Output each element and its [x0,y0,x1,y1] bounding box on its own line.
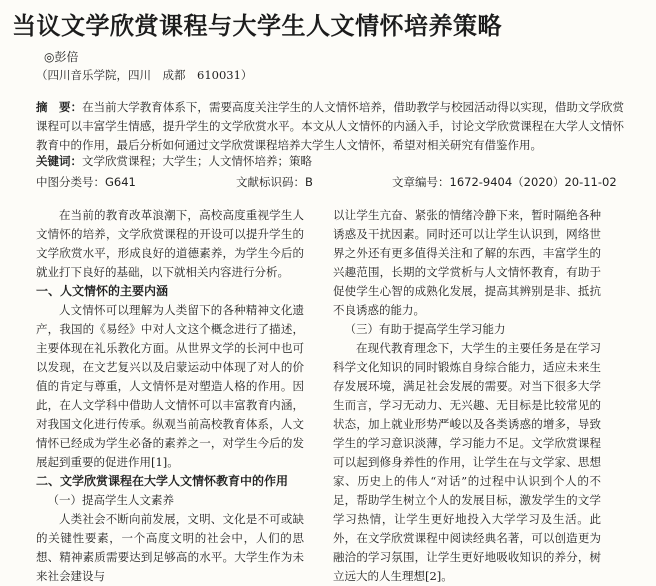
article-number: 文章编号：1672-9404（2020）20-11-02 [392,175,617,189]
affiliation: （四川音乐学院，四川 成都 610031） [36,68,253,82]
keywords [36,153,312,169]
keywords-label: 关键词： [36,154,82,168]
subsection-heading: （一）提高学生人文素养 [47,493,174,507]
abstract-label: 摘 要： [36,100,83,114]
paragraph: 人文情怀可以理解为人类留下的各种精神文化遗产，我国的《易经》中对人文这个概念进行了描述，主要体现在礼乐教化方面。从世界文学的长河中也可以发现，在文艺复兴以及启蒙运动中体现了对人的价值的肯定与尊重，人文情怀是对塑造人格的作用。因此，在人文学科中借助人文情怀可以丰富教育内涵，对我国文化进行传承。纵观当前高校教育体系，人文情怀已经成为学生必备的素养之一，对学生今后的发展起到重要的促进作用[1]。 [36,303,304,469]
subsection-heading: （三）有助于提高学生学习能力 [344,322,506,336]
paragraph: 在当前的教育改革浪潮下，高校高度重视学生人文情怀的培养，文学欣赏课程的开设可以提升学生的文学欣赏水平，形成良好的道德素养，为学生今后的就业打下良好的基础，以下就相关内容进行分析。 [36,208,304,279]
author: ◎彭倍 [44,50,79,64]
left-column [36,206,304,586]
paragraph: 以让学生亢奋、紧张的情绪冷静下来，暂时隔绝各种诱惑及干扰因素。同时还可以让学生认识到，网络世界之外还有更多值得关注和了解的东西，丰富学生的兴趣范围，长期的文学赏析与人文情怀教育，有助于促使学生心智的成熟化发展，提高其辨别是非、抵抗不良诱惑的能力。 [333,208,601,317]
article-title: 当议文学欣赏课程与大学生人文情怀培养策略 [12,12,502,40]
right-column [333,206,601,586]
document-code: 文献标识码：B [236,175,313,189]
paragraph: 人类社会不断向前发展，文明、文化是不可或缺的关键性要素，一个高度文明的社会中，人们的思想、精神素质需要达到足够高的水平。大学生作为未来社会建设与 [36,512,304,583]
keywords-text: 文学欣赏课程；大学生；人文情怀培养；策略 [82,154,312,168]
paragraph: 在现代教育理念下，大学生的主要任务是在学习科学文化知识的同时锻炼自身综合能力，适应未来生存发展环境，满足社会发展的需要。对当下很多大学生而言，学习无动力、无兴趣、无目标是比较常见的状态，加上就业形势严峻以及各类诱惑的增多，导致学生的学习意识淡薄，学习能力不足。文学欣赏课程可以起到修身养性的作用，让学生在与文学家、思想家、历史上的伟人“对话”的过程中认识到个人的不足，帮助学生树立个人的发展目标，激发学生的文学学习热情，让学生更好地投入大学学习及生活。此外，在文学欣赏课程中阅读经典名著，可以创造更为融洽的学习氛围，让学生更好地吸收知识的养分，树立远大的人生理想[2]。 [333,341,601,583]
section-heading: 二、文学欣赏课程在大学人文情怀教育中的作用 [36,474,289,488]
section-heading: 一、人文情怀的主要内涵 [36,284,169,298]
abstract [36,98,624,155]
abstract-text: 在当前大学教育体系下，需要高度关注学生的人文情怀培养，借助教学与校园活动得以实现，借助文学欣赏课程可以丰富学生情感，提升学生的文学欣赏水平。本文从人文情怀的内涵入手，讨论文学欣赏课程在大学人文情怀教育中的作用，最后分析如何通过文学欣赏课程培养大学生人文情怀，希望对相关研究有借鉴作用。 [36,100,624,152]
class-number: 中图分类号：G641 [36,175,136,189]
